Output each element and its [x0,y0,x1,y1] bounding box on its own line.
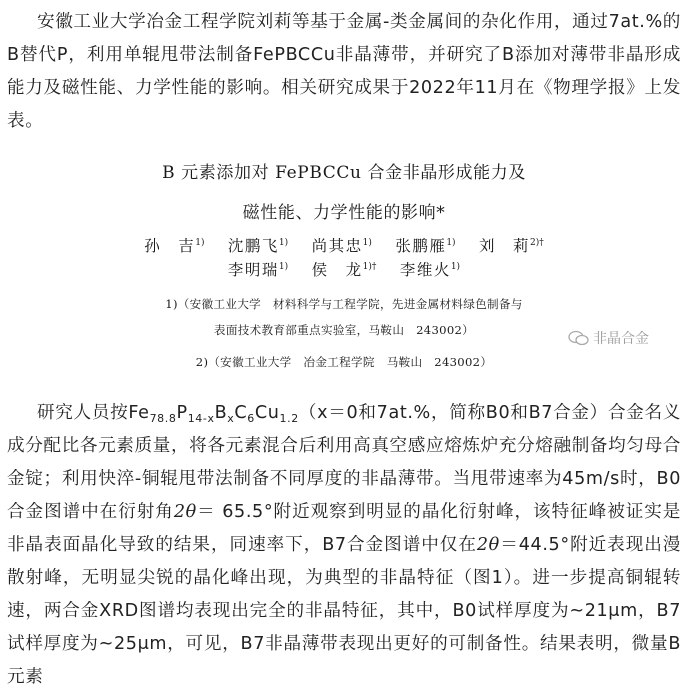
authors-line2 [0,258,688,280]
paper-title-line2: 磁性能、力学性能的影响* [242,203,446,223]
affiliation-2: 2)（安徽工业大学 冶金工程学院 马鞍山 243002） [195,355,493,369]
paper-header-image [0,150,688,385]
watermark-text: 非晶合金 [593,331,649,347]
intro-paragraph: 安徽工业大学冶金工程学院刘莉等基于金属-类金属间的杂化作用，通过7at.%的B替代P，利用单辊甩带法制备FePBCCu非晶薄带，并研究了B添加对薄带非晶形成能力及磁性能、力学性能的影响。相关研究成果于2022年11月在《物理学报》上发表。 [7,12,681,131]
author: 侯 龙$^{1)\dagger}$ [311,261,377,279]
author: 李维火$^{1)}$ [399,261,461,279]
watermark [568,328,649,348]
author: 尚其忠$^{1)}$ [311,237,372,255]
affiliation-1-line1: 1)（安徽工业大学 材料科学与工程学院，先进金属材料绿色制备与 [165,297,523,311]
author: 沈鹏飞$^{1)}$ [227,237,289,255]
affiliation-1-line2: 表面技术教育部重点实验室，马鞍山 243002） [213,323,475,337]
body-paragraph: 研究人员按$Fe_{78.8}P_{14-x}B_xC_6Cu_{1.2}(x=0$和7at.%，简称B0和B7合金）合金名义成分配比各元素质量，将各元素混合后利用高真空感应熔炼炉充分熔融制备均匀母合金锭；利用快淬-铜辊甩带法制备不同厚度的非晶薄带。当甩带速率为45m/s时，B0合金图谱中在衍射角2θ＝ 65.5°附近观察到明显的晶化衍射峰，该特征峰被证实是非晶表面晶化导致的结果，同速率下，B7合金图谱中仅在2θ＝44.5°附近表现出漫散射峰，无明显尖锐的晶化峰出现，为典型的非晶特征（图1）。进一步提高铜辊转速，两合金XRD图谱均表现出完全的非晶特征，其中，B0试样厚度为~21μm，B7试样厚度为~25μm，可见，B7非晶薄带表现出更好的可制备性。结果表明，微量B元素 [7,403,682,687]
alloy-formula: $Fe_{78.8}P_{14-x}B_xC_6Cu_{1.2}$ [128,403,299,425]
author: 孙 吉$^{1)}$ [144,237,205,255]
wechat-icon [568,330,590,346]
paper-title-line1: B 元素添加对 FePBCCu 合金非晶形成能力及 [162,163,526,183]
author: 张鹏雁$^{1)}$ [395,237,456,255]
authors-line1 [0,234,688,256]
author: 李明瑞$^{1)}$ [227,261,289,279]
author: 刘 莉$^{2)\dagger}$ [479,237,544,255]
